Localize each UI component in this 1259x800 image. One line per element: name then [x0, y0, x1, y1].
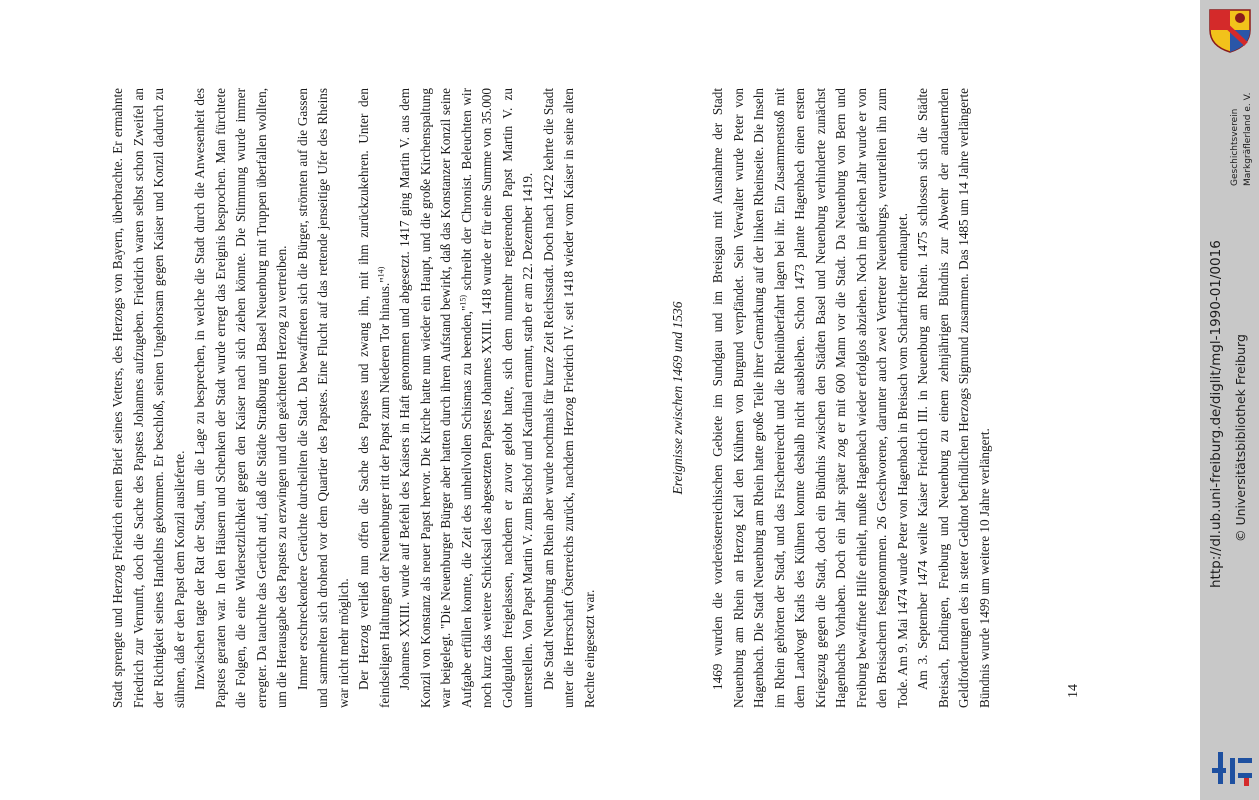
copyright-notice: © Universitätsbibliothek Freiburg — [1233, 334, 1248, 542]
section-heading: Ereignisse zwischen 1469 und 1536 — [670, 301, 685, 495]
paragraph-text: Der Herzog verließ nun offen die Sache des Papstes und zwang ihn, mit ihm zurückzukehren. Unter den feindseligen Haltungen der Neuenburger ritt der Papst zum Niederen Tor hinaus." — [356, 88, 392, 708]
footnote-marker: 14) — [376, 266, 386, 278]
paragraph: Stadt sprengte und Herzog Friedrich einen Brief seines Vetters, des Herzogs von Bayern, überbrachte. Er ermahnte Friedrich zur Vernunft, doch die Sache des Papstes Johannes aufzugeben. Friedrich waren selbst schon Zweifel an der Richtigkeit seines Handelns gekommen. Er beschloß, seinen Ungehorsam gegen Kaiser und Konzil dadurch zu sühnen, daß er den Papst dem Konzil auslieferte. — [110, 88, 187, 708]
page-number: 14 — [1066, 684, 1081, 698]
paragraph-text: Johannes XXIII. wurde auf Befehl des Kaisers in Haft genommen und abgesetzt. 1417 ging Martin V. aus dem Konzil von Konstanz als neuer Papst hervor. Die Kirche hatte nun wieder ein Haupt, und die große Kirchenspaltung war beigelegt. "Die Neuenburger Bürger aber hatten durch ihren Aufstand bewirkt, daß das Konstanzer Konzil seine Aufgabe erfüllen konnte, die Zeit des unheilvollen Schismas zu beenden," — [397, 88, 474, 708]
viewer-sidebar — [1200, 0, 1259, 800]
paragraph — [395, 88, 539, 708]
text-block-lower — [708, 88, 995, 708]
sidebar-content-rotated — [1200, 0, 1259, 800]
paragraph: Inzwischen tagte der Rat der Stadt, um die Lage zu besprechen, in welche die Stadt durch die Anwesenheit des Papstes geraten war. In den Häusern und Schenken der Stadt wurde erregt das Ereignis besprochen. Man fürchtete die Folgen, die eine Widersetzlichkeit gegen den Kaiser nach sich ziehen könnte. Die Stimmung wurde immer erregter. Da tauchte das Gerücht auf, daß die Städte Straßburg und Basel Neuenburg mit Truppen überfallen wollten, um die Herausgabe des Papstes zu erzwingen und den geächteten Herzog zu vertreiben. — [192, 88, 289, 708]
publisher-name-line1: Geschichtsverein — [1230, 108, 1240, 186]
paragraph — [354, 88, 395, 708]
publisher-name-line2: Markgräflerland e. V. — [1243, 92, 1253, 186]
paragraph-text: schreibt der Chronist. Beleuchten wir noch kurz das weitere Schicksal des abgesetzten Papstes Johannes XXIII. 1418 wurde er für eine Summe von 35.000 Goldgulden freigelassen, nachdem er zuvor gelobt hatte, sich dem nunmehr regierenden Papst Martin V. zu unterstellen. Von Papst Martin V. zum Bischof und Kardinal ernannt, starb er am 22. Dezember 1419. — [458, 88, 535, 708]
paragraph: Am 3. September 1474 weilte Kaiser Friedrich III. in Neuenburg am Rhein. 1475 schlossen sich die Städte Breisach, Endingen, Freiburg und Neuenburg zu einem zehnjährigen Bündnis zur Abwehr der andauernden Geldforderungen des in steter Geldnot befindlichen Herzogs Sigmund zusammen. Das 1485 um 14 Jahre verlängerte Bündnis wurde 1499 um weitere 10 Jahre verlängert. — [915, 88, 992, 708]
text-block-upper — [108, 88, 600, 708]
university-library-logo-icon — [1208, 748, 1254, 788]
source-url-link[interactable]: http://dl.ub.uni-freiburg.de/diglit/mgl-1990-01/0016 — [1208, 240, 1224, 588]
footnote-marker: 15) — [458, 295, 468, 306]
paragraph: Die Stadt Neuenburg am Rhein aber wurde nochmals für kurze Zeit Reichsstadt. Doch nach 1422 kehrte die Stadt unter die Herrschaft Österreichs zurück, nachdem Herzog Friedrich IV. seit 1418 wieder vom Kaiser in seine alten Rechte eingesetzt war. — [540, 88, 597, 708]
paragraph: 1469 wurden die vorderösterreichischen Gebiete im Sundgau und im Breisgau mit Ausnahme der Stadt Neuenburg am Rhein an Herzog Karl den Kühnen von Burgund verpfändet. Sein Verwalter wurde Peter von Hagenbach. Die Stadt Neuenburg am Rhein hatte große Teile ihrer Gemarkung auf der linken Rheinseite. Die Inseln im Rhein gehörten der Stadt, und das Fischereirecht und die Rheinüberfahrt lagen bei ihr. Ein Zusammenstoß mit dem Landvogt Karls des Kühnen konnte deshalb nicht ausbleiben. Schon 1473 plante Hagenbach einen ersten Kriegszug gegen die Stadt, doch ein Bündnis zwischen den Städten Basel und Neuenburg verhinderte zunächst Hagenbachs Vorhaben. Doch ein Jahr später zog er mit 600 Mann vor die Stadt. Da Neuenburg von Bern und Freiburg bewaffnete Hilfe erhielt, mußte Hagenbach wieder erfolglos abziehen. Noch im gleichen Jahr wurde er von den Breisachern festgenommen. 26 Geschworene, darunter auch zwei Vertreter Neuenburgs, verurteilten ihn zum Tode. Am 9. Mai 1474 wurde Peter von Hagenbach in Breisach vom Scharfrichter enthauptet. — [710, 88, 910, 708]
paragraph: Immer erschreckendere Gerüchte durcheilten die Stadt. Da bewaffneten sich die Bürger, strömten auf die Gassen und sammelten sich drohend vor dem Quartier des Papstes. Eine Flucht auf das rettende jenseitige Ufer des Rheins war nicht mehr möglich. — [294, 88, 351, 708]
coat-of-arms-icon — [1206, 6, 1254, 54]
